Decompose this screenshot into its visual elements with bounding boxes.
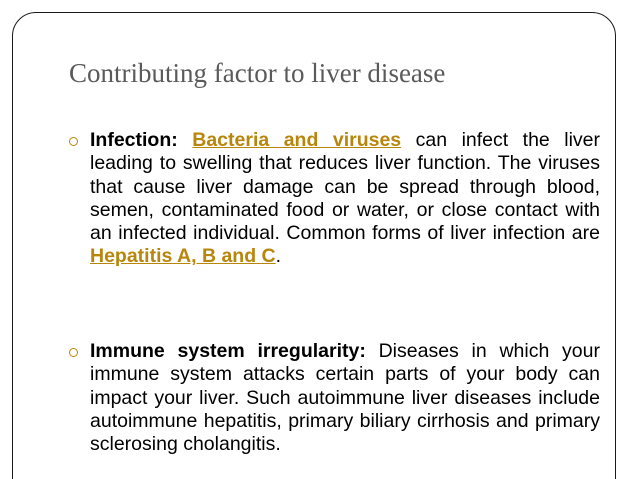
bullet-item-infection [90, 129, 600, 269]
hepatitis-link[interactable]: Hepatitis A, B and C [90, 245, 276, 268]
circle-bullet-icon [69, 348, 78, 357]
bullet-lead: Infection: [90, 129, 178, 151]
bullet-text [178, 129, 193, 151]
bacteria-viruses-link[interactable]: Bacteria and viruses [192, 129, 402, 151]
slide-title: Contributing factor to liver disease [69, 58, 446, 88]
circle-bullet-icon [69, 137, 78, 146]
bullet-item-immune [90, 340, 600, 456]
bullet-text: Diseases in which your immune system attacks certain parts of your body can impact your liver. Such autoimmune liver diseases include autoimmune hepatitis, primary biliary cirrhosis and primary sclerosing cholangitis. [90, 340, 600, 456]
bullet-text-end: . [275, 245, 282, 268]
bullet-text: can infect the liver leading to swelling that reduces liver function. The viruses that cause liver damage can be spread through blood, semen, contaminated food or water, or close contact with an infected individual. Common forms of liver infection are [90, 129, 601, 245]
bullet-lead: Immune system irregularity: [90, 340, 366, 362]
